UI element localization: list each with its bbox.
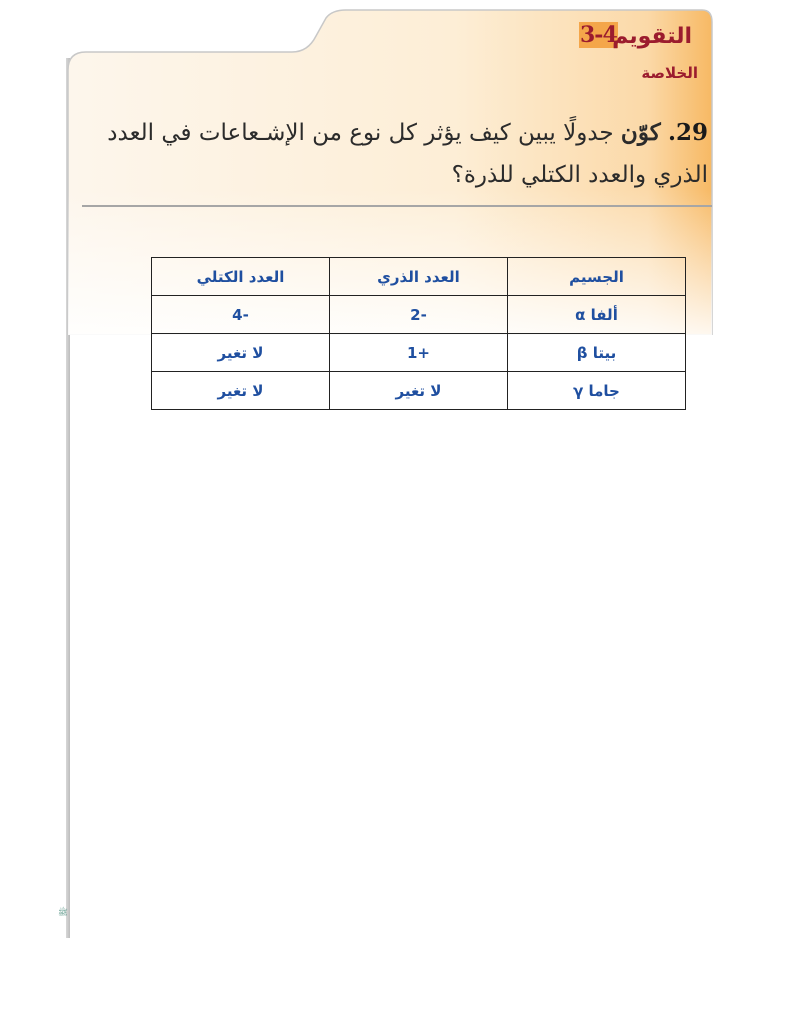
section-title: التقويم — [612, 24, 692, 49]
table-header-row — [152, 258, 686, 296]
table-row — [152, 334, 686, 372]
header-cell-atomic-number: العدد الذري — [330, 258, 508, 296]
header-divider — [82, 205, 712, 207]
lesson-number-text: 3-4 — [580, 22, 617, 48]
table-cell: -2 — [330, 296, 508, 334]
header-cell-mass-number: العدد الكتلي — [152, 258, 330, 296]
table-cell: لا تغير — [152, 334, 330, 372]
section-subtitle: الخلاصة — [641, 64, 698, 82]
table-cell: ألفا α — [507, 296, 685, 334]
question-verb: كوّن — [620, 119, 661, 146]
radiation-effects-table — [151, 257, 686, 410]
header-cell-particle: الجسيم — [507, 258, 685, 296]
table-cell: بيتا β — [507, 334, 685, 372]
table-cell: لا تغير — [152, 372, 330, 410]
table-row — [152, 296, 686, 334]
table-cell: -4 — [152, 296, 330, 334]
table-row — [152, 372, 686, 410]
table-cell: جاما γ — [507, 372, 685, 410]
table-cell: +1 — [330, 334, 508, 372]
table-cell: لا تغير — [330, 372, 508, 410]
question-body: جدولًا يبين كيف يؤثر كل نوع من الإشـعاعات في العدد الذري والعدد الكتلي للذرة؟ — [107, 120, 708, 188]
question-text — [78, 112, 708, 196]
question-number: 29. — [667, 119, 708, 146]
footer-logo: ﷺ — [58, 908, 68, 917]
